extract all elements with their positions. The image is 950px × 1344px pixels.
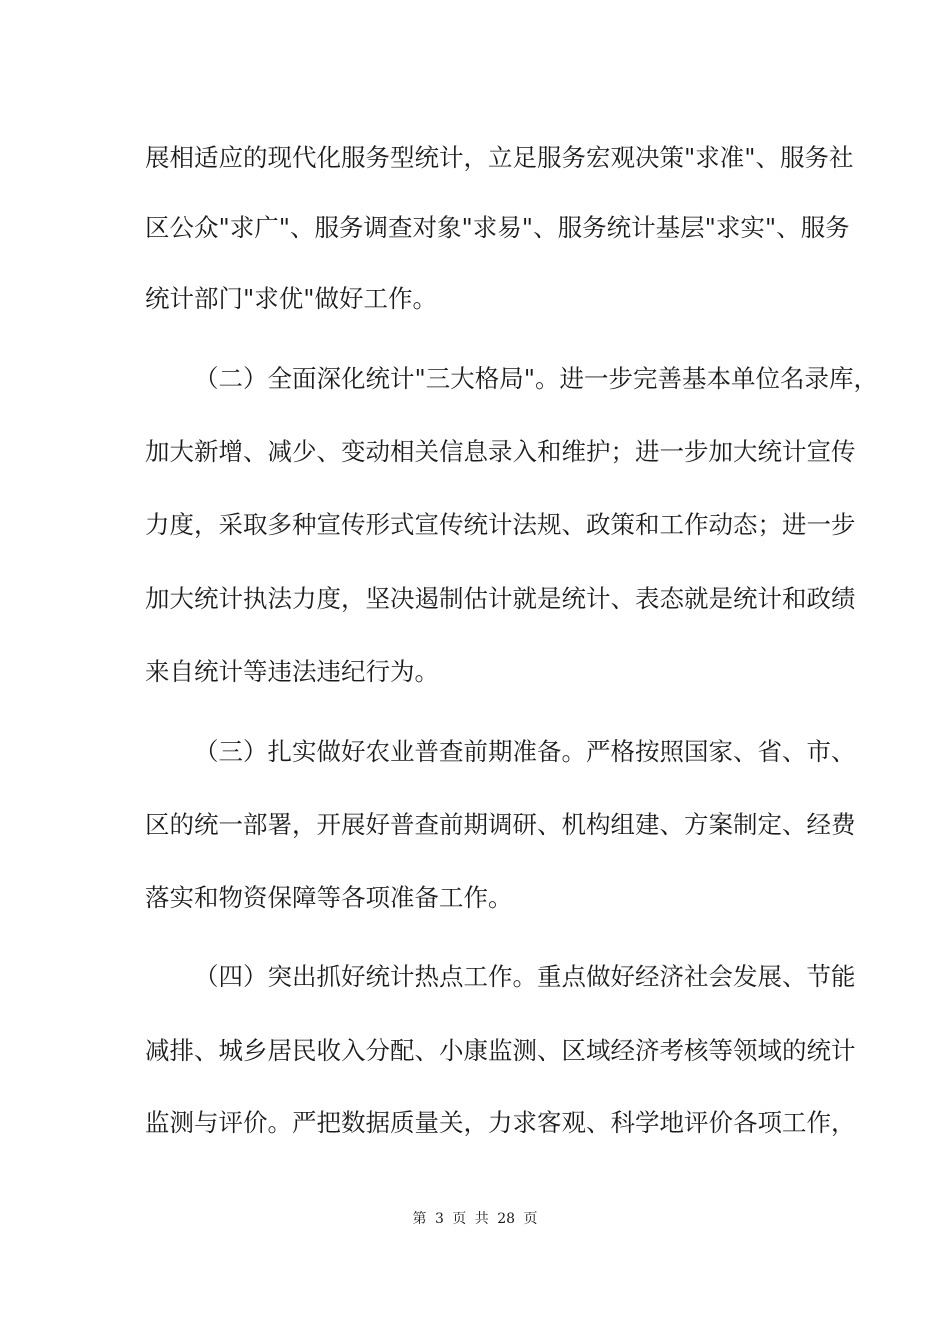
page-footer: 第 3 页 共 28 页: [412, 1211, 538, 1227]
body-line: 展相适应的现代化服务型统计，立足服务宏观决策"求准"、服务社: [145, 143, 854, 172]
body-line: 加大新增、减少、变动相关信息录入和维护；进一步加大统计宣传: [145, 437, 856, 466]
body-line: 加大统计执法力度，坚决遏制估计就是统计、表态就是统计和政绩: [145, 584, 856, 613]
paragraph-heading-2: （二）全面深化统计"三大格局"。进一步完善基本单位名录库，: [194, 364, 879, 393]
body-line: 落实和物资保障等各项准备工作。: [145, 883, 513, 912]
body-line: 减排、城乡居民收入分配、小康监测、区域经济考核等领域的统计: [145, 1036, 856, 1065]
body-line: 区公众"求广"、服务调查对象"求易"、服务统计基层"求实"、服务: [145, 213, 850, 242]
body-line: 力度，采取多种宣传形式宣传统计法规、政策和工作动态；进一步: [145, 510, 856, 539]
body-line: 来自统计等违法违纪行为。: [145, 657, 439, 686]
body-line: 监测与评价。严把数据质量关，力求客观、科学地评价各项工作，: [145, 1108, 856, 1137]
body-line: 统计部门"求优"做好工作。: [145, 284, 438, 313]
paragraph-heading-3: （三）扎实做好农业普查前期准备。严格按照国家、省、市、: [194, 737, 856, 766]
paragraph-heading-4: （四）突出抓好统计热点工作。重点做好经济社会发展、节能: [194, 962, 856, 991]
body-line: 区的统一部署，开展好普查前期调研、机构组建、方案制定、经费: [145, 810, 856, 839]
